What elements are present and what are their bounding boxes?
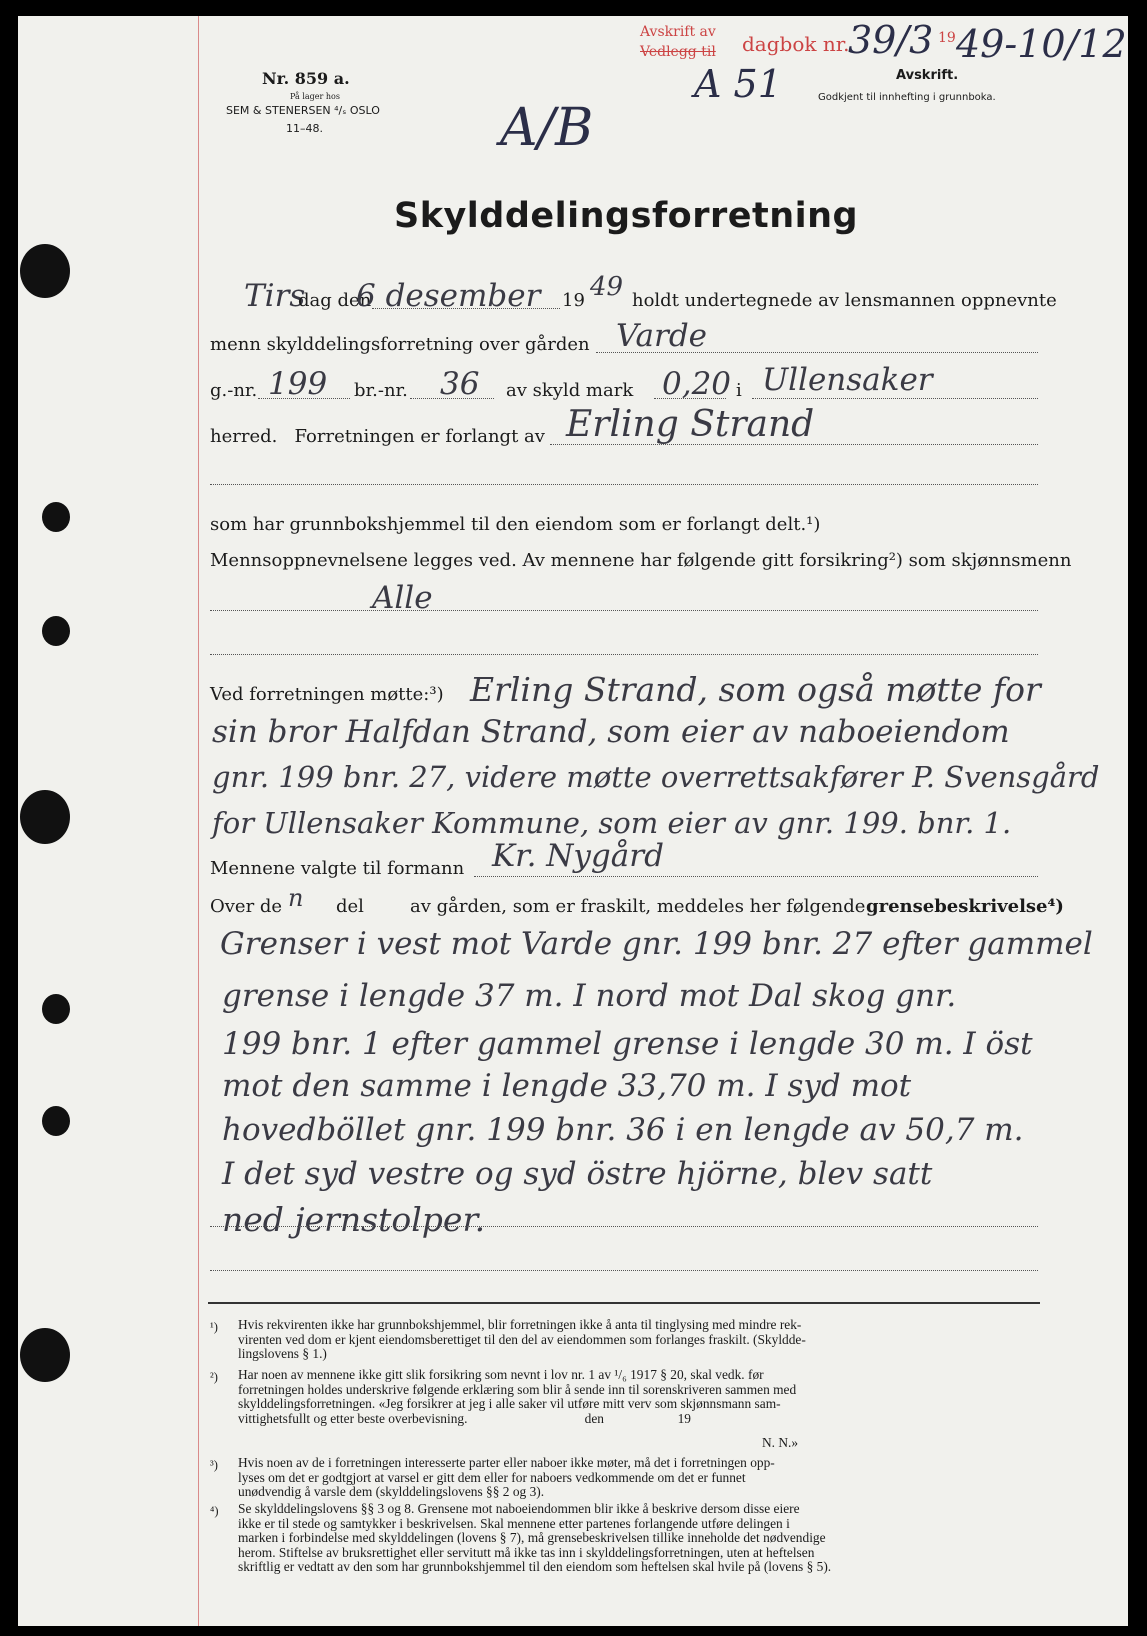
line1-rest: holdt undertegnede av lensmannen oppnevnte xyxy=(632,290,1057,311)
present-line: for Ullensaker Kommune, som eier av gnr. 199. bnr. 1. xyxy=(212,806,1012,840)
print-date: 11–48. xyxy=(286,122,323,135)
year-value: 49 xyxy=(590,272,624,302)
farm-value: Varde xyxy=(616,318,708,354)
present-line: sin bror Halfdan Strand, som eier av naboeiendom xyxy=(212,714,1010,750)
footnote-number: ³) xyxy=(210,1458,218,1472)
footnote-line: lyses om det er godtgjort at varsel er gitt dem eller for naboers vedkommende om det er funnet xyxy=(238,1469,746,1485)
footnote-signature: N. N.» xyxy=(762,1435,799,1450)
avskrift-note: Godkjent til innhefting i grunnboka. xyxy=(818,92,996,103)
margin-rule xyxy=(198,16,199,1626)
footnote-3 xyxy=(238,1456,775,1500)
punch-hole xyxy=(42,502,70,532)
punch-hole xyxy=(20,1328,70,1382)
fill-line xyxy=(210,654,1038,655)
stamp-dagbok: dagbok nr. xyxy=(742,32,850,56)
over-label: Over de xyxy=(210,896,283,917)
hjemmel-text: som har grunnbokshjemmel til den eiendom som er forlangt delt.¹) xyxy=(210,514,821,535)
fill-line xyxy=(596,352,1038,353)
footnote-number: ²) xyxy=(210,1370,218,1384)
footnote-number: ¹) xyxy=(210,1320,218,1334)
footnote-line: unødvendig å varsle dem (skylddelingslovens §§ 2 og 3). xyxy=(238,1484,545,1500)
archive-ref: A 51 xyxy=(694,62,782,106)
bnr-label: br.-nr. xyxy=(354,380,408,401)
day-prefix: Tirs xyxy=(244,278,306,314)
boundary-line: 199 bnr. 1 efter gammel grense i lengde 30 m. I öst xyxy=(222,1026,1033,1062)
fill-line xyxy=(654,398,726,399)
herred-label: herred. Forretningen er forlangt av xyxy=(210,426,545,447)
farm-label: menn skylddelingsforretning over gården xyxy=(210,334,590,355)
footnote-line: herom. Stiftelse av bruksrettighet eller servitutt må ikke tas inn i skylddelingsforretningen, uten at heftelsen xyxy=(238,1544,815,1560)
stock-note: På lager hos xyxy=(290,92,340,101)
boundary-line: mot den samme i lengde 33,70 m. I syd mot xyxy=(222,1068,912,1104)
stamp-vedlegg-til: Vedlegg til xyxy=(640,44,716,60)
publisher: SEM & STENERSEN ⁴/ₛ OSLO xyxy=(226,104,380,117)
footnote-line: Hvis rekvirenten ikke har grunnbokshjemmel, blir forretningen ikke å anta til tinglysing med mindre rek- xyxy=(238,1317,802,1332)
skyld-value: 0,20 xyxy=(662,366,732,402)
day-suffix: dag den xyxy=(298,290,372,311)
footnote-line: Se skylddelingslovens §§ 3 og 8. Grensene mot naboeiendommen blir ikke å beskrive dersom disse eiere xyxy=(238,1501,800,1516)
gnr-value: 199 xyxy=(268,366,328,402)
boundary-line: I det syd vestre og syd östre hjörne, blev satt xyxy=(222,1156,933,1192)
footnote-line: marken i forbindelse med skylddelingen (lovens § 7), må grensebeskrivelsen tillike inneholde det nødvendige xyxy=(238,1530,826,1546)
municipality-value: Ullensaker xyxy=(762,362,933,398)
punch-hole xyxy=(20,244,70,298)
over-hand: n xyxy=(288,884,304,912)
oppnevnelse-text: Mennsoppnevnelsene legges ved. Av mennene har følgende gitt forsikring²) som skjønnsmenn xyxy=(210,550,1072,571)
form-number: Nr. 859 a. xyxy=(262,69,350,88)
chairman-value: Kr. Nygård xyxy=(492,838,664,874)
chair-label: Mennene valgte til formann xyxy=(210,858,465,879)
gaarden-text: av gården, som er fraskilt, meddeles her følgende xyxy=(410,896,866,917)
boundary-line: Grenser i vest mot Varde gnr. 199 bnr. 27 efter gammel xyxy=(220,926,1093,962)
punch-hole xyxy=(42,1106,70,1136)
date-value: 6 desember xyxy=(356,278,541,314)
gnr-label: g.-nr. xyxy=(210,380,258,401)
footnote-2 xyxy=(238,1368,796,1426)
present-label: Ved forretningen møtte:³) xyxy=(210,684,444,705)
punch-hole xyxy=(42,616,70,646)
footnote-line: Har noen av mennene ikke gitt slik forsikring som nevnt i lov nr. 1 av ¹/₆ 1917 § 20, skal vedk. før xyxy=(238,1367,764,1382)
fill-line xyxy=(258,398,350,399)
present-line: Erling Strand, som også møtte for xyxy=(470,670,1041,709)
fill-line xyxy=(210,1226,1038,1227)
footnote-number: ⁴) xyxy=(210,1504,219,1518)
punch-hole xyxy=(42,994,70,1024)
footnote-line: virenten ved dom er kjent eiendomsberettiget til den del av eiendommen som forlanges fraskilt. (Skyldde- xyxy=(238,1331,806,1347)
grense-label: grensebeskrivelse⁴) xyxy=(866,896,1064,917)
fill-line xyxy=(474,876,1038,877)
present-line: gnr. 199 bnr. 27, videre møtte overrettsakfører P. Svensgård xyxy=(212,760,1100,794)
bnr-value: 36 xyxy=(440,366,480,402)
footnote-line: skriftlig er vedtatt av den som har grunnbokshjemmel til den eiendom som heftelsen skal hvile på (lovens § 5). xyxy=(238,1559,832,1575)
boundary-line: ned jernstolper. xyxy=(222,1200,486,1239)
avskrift-label: Avskrift. xyxy=(896,68,959,83)
footnote-1 xyxy=(238,1318,806,1362)
dagbok-number: 39/3 xyxy=(848,18,934,62)
year-prefix: 19 xyxy=(562,290,585,311)
initials: A/B xyxy=(500,98,594,158)
fill-line xyxy=(210,610,1038,611)
insured-value: Alle xyxy=(372,580,433,616)
del-label: del xyxy=(336,896,364,917)
fill-line xyxy=(410,398,494,399)
stamp-avskrift-av: Avskrift av xyxy=(640,24,716,40)
footnote-line: Hvis noen av de i forretningen interesserte parter eller naboer ikke møter, må det i forretningen opp- xyxy=(238,1455,775,1470)
dagbok-year: 49-10/12 xyxy=(956,22,1127,66)
footnote-4 xyxy=(238,1502,831,1575)
requested-by: Erling Strand xyxy=(566,404,815,445)
boundary-line: grense i lengde 37 m. I nord mot Dal skog gnr. xyxy=(222,978,957,1014)
skyld-label: av skyld mark xyxy=(506,380,634,401)
footnote-line: ikke er til stede og samtykker i beskrivelsen. Skal mennene etter partenes forlangende utføre delingen i xyxy=(238,1515,790,1531)
footnote-line: lingslovens § 1.) xyxy=(238,1346,327,1362)
fill-line xyxy=(210,1270,1038,1271)
footnote-line: vittighetsfullt og etter beste overbevisning. den 19 xyxy=(238,1410,691,1426)
fill-line xyxy=(550,444,1038,445)
boundary-line: hovedböllet gnr. 199 bnr. 36 i en lengde av 50,7 m. xyxy=(222,1112,1024,1148)
page-title: Skylddelingsforretning xyxy=(394,196,859,236)
footnote-line: forretningen holdes underskrive følgende erklæring som blir å sende inn til sorenskriveren sammen med xyxy=(238,1381,797,1397)
fill-line xyxy=(210,484,1038,485)
punch-hole xyxy=(20,790,70,844)
footnote-line: skylddelingsforretningen. «Jeg forsikrer at jeg i alle saker vil utføre mitt verv som skjønnsmann sam- xyxy=(238,1396,781,1412)
stamp-year: 19 xyxy=(938,30,956,46)
footnote-divider xyxy=(208,1302,1040,1304)
i-label: i xyxy=(736,380,742,401)
fill-line xyxy=(752,398,1038,399)
